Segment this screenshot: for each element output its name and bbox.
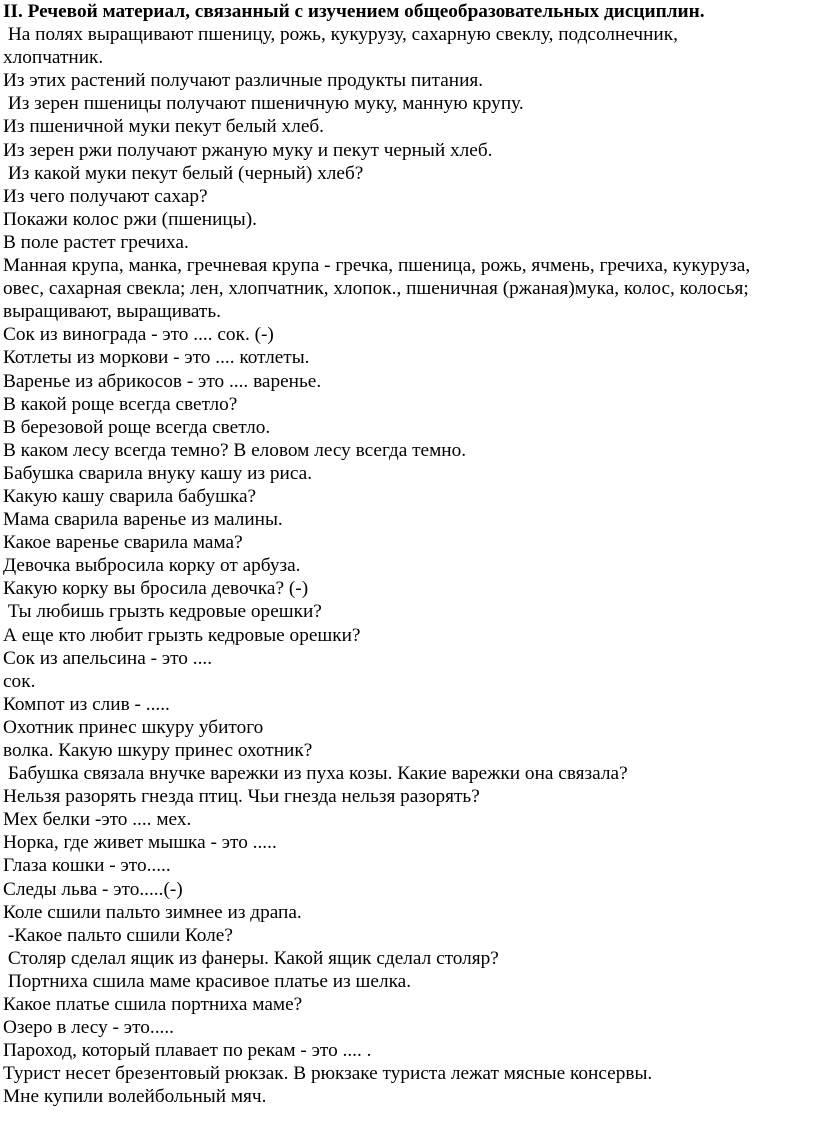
- text-line: Мех белки -это .... мех.: [3, 809, 192, 831]
- text-line: выращивают, выращивать.: [3, 301, 221, 323]
- text-line: Из зерен ржи получают ржаную муку и пекут черный хлеб.: [3, 139, 493, 161]
- text-line: Турист несет брезентовый рюкзак. В рюкзаке туриста лежат мясные консервы.: [3, 1063, 653, 1085]
- text-line: Девочка выбросила корку от арбуза.: [3, 555, 301, 577]
- text-line: волка. Какую шкуру принес охотник?: [3, 740, 313, 761]
- text-line: сок.: [3, 670, 36, 692]
- text-line: Коле сшили пальто зимнее из драпа.: [3, 901, 302, 923]
- text-line: Мне купили волейбольный мяч.: [3, 1086, 267, 1108]
- text-line: Покажи колос ржи (пшеницы).: [3, 208, 257, 230]
- text-line: Из чего получают сахар?: [3, 185, 208, 207]
- text-line: овес, сахарная свекла; лен, хлопчатник, хлопок., пшеничная (ржаная)мука, колос, колосья;: [3, 278, 749, 300]
- text-line: Нельзя разорять гнезда птиц. Чьи гнезда нельзя разорять?: [3, 786, 480, 808]
- text-line: -Какое пальто сшили Коле?: [3, 924, 233, 946]
- text-line: Столяр сделал ящик из фанеры. Какой ящик сделал столяр?: [3, 947, 499, 969]
- text-line: Какую корку вы бросила девочка? (-): [3, 578, 309, 600]
- section-heading: II. Речевой материал, связанный с изучением общеобразовательных дисциплин.: [3, 1, 705, 22]
- text-line: Манная крупа, манка, гречневая крупа - гречка, пшеница, рожь, ячмень, гречиха, кукуруза,: [3, 255, 751, 277]
- text-line: Пароход, который плавает по рекам - это .... .: [3, 1040, 372, 1062]
- text-line: Норка, где живет мышка - это .....: [3, 832, 277, 854]
- text-line: На полях выращивают пшеницу, рожь, кукурузу, сахарную свеклу, подсолнечник,: [3, 24, 678, 46]
- text-line: Сок из винограда - это .... сок. (-): [3, 324, 274, 346]
- text-line: Бабушка сварила внуку кашу из риса.: [3, 462, 313, 484]
- text-line: Озеро в лесу - это.....: [3, 1017, 174, 1039]
- document-body: [3, 23, 813, 1108]
- text-line: Следы льва - это.....(-): [3, 878, 183, 900]
- document-page: [3, 0, 813, 1109]
- text-line: хлопчатник.: [3, 47, 104, 69]
- text-line: Портниха сшила маме красивое платье из шелка.: [3, 970, 412, 992]
- text-line: Ты любишь грызть кедровые орешки?: [3, 601, 322, 623]
- text-line: Компот из слив - .....: [3, 693, 170, 715]
- text-line: Из какой муки пекут белый (черный) хлеб?: [3, 162, 364, 184]
- text-line: Варенье из абрикосов - это .... варенье.: [3, 370, 322, 392]
- text-line: Из этих растений получают различные продукты питания.: [3, 70, 484, 92]
- text-line: Котлеты из моркови - это .... котлеты.: [3, 347, 310, 369]
- text-line: В какой роще всегда светло?: [3, 393, 238, 415]
- text-line: Из пшеничной муки пекут белый хлеб.: [3, 116, 325, 138]
- text-line: В каком лесу всегда темно? В еловом лесу всегда темно.: [3, 439, 467, 461]
- text-line: В поле растет гречиха.: [3, 231, 189, 253]
- text-line: Какое платье сшила портниха маме?: [3, 994, 303, 1016]
- text-line: Какую кашу сварила бабушка?: [3, 485, 257, 507]
- text-line: Бабушка связала внучке варежки из пуха козы. Какие варежки она связала?: [3, 763, 628, 785]
- text-line: А еще кто любит грызть кедровые орешки?: [3, 624, 361, 646]
- text-line: Сок из апельсина - это ....: [3, 647, 213, 669]
- text-line: В березовой роще всегда светло.: [3, 416, 271, 438]
- text-line: Мама сварила варенье из малины.: [3, 509, 283, 531]
- text-line: Охотник принес шкуру убитого: [3, 716, 264, 738]
- text-line: Какое варенье сварила мама?: [3, 532, 243, 554]
- text-line: Глаза кошки - это.....: [3, 855, 171, 877]
- text-line: Из зерен пшеницы получают пшеничную муку, манную крупу.: [3, 93, 524, 115]
